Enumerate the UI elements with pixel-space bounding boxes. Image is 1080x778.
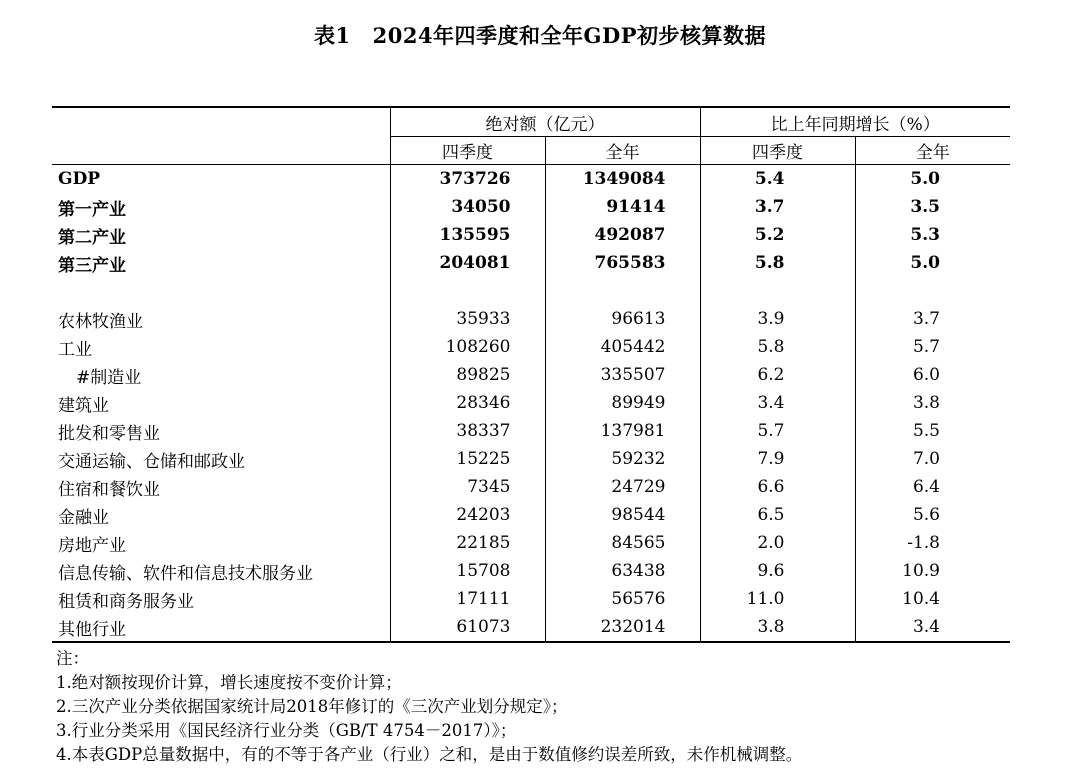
notes-heading: 注：	[56, 649, 89, 668]
note-line: 3.行业分类采用《国民经济行业分类（GB/T 4754－2017）》；	[56, 721, 517, 740]
year-absolute-value: 335507	[545, 361, 700, 389]
q4-absolute-value: 15225	[390, 445, 545, 473]
q4-absolute-value: 34050	[390, 193, 545, 221]
table-body	[52, 165, 1010, 643]
table-row	[52, 473, 1010, 501]
year-absolute-value: 56576	[545, 585, 700, 613]
row-label: 农林牧渔业	[58, 311, 143, 332]
table-row	[52, 221, 1010, 249]
q4-growth-value: 5.4	[700, 165, 855, 194]
q4-absolute-value: 108260	[390, 333, 545, 361]
table-title	[0, 20, 1080, 50]
table-row	[52, 193, 1010, 221]
year-growth-value: 6.4	[855, 473, 1010, 501]
table-row	[52, 613, 1010, 642]
q4-growth-value: 5.7	[700, 417, 855, 445]
table-row	[52, 529, 1010, 557]
row-label: 批发和零售业	[58, 423, 160, 444]
header-growth-year: 全年	[855, 137, 1010, 165]
row-label: 交通运输、仓储和邮政业	[58, 451, 245, 472]
header-absolute-amount: 绝对额（亿元）	[390, 107, 700, 137]
table-number: 表1	[313, 23, 351, 48]
q4-growth-value: 3.7	[700, 193, 855, 221]
table-title-text: 2024年四季度和全年GDP初步核算数据	[372, 23, 766, 48]
q4-absolute-value: 22185	[390, 529, 545, 557]
spacer-cell	[52, 277, 390, 305]
q4-growth-value: 11.0	[700, 585, 855, 613]
year-absolute-value: 63438	[545, 557, 700, 585]
q4-growth-value: 3.4	[700, 389, 855, 417]
note-line: 2.三次产业分类依据国家统计局2018年修订的《三次产业划分规定》；	[56, 697, 568, 716]
table-row	[52, 333, 1010, 361]
year-absolute-value: 98544	[545, 501, 700, 529]
year-growth-value: 10.4	[855, 585, 1010, 613]
row-label: 住宿和餐饮业	[58, 479, 160, 500]
q4-growth-value: 3.8	[700, 613, 855, 642]
table-notes	[56, 647, 802, 767]
table-row	[52, 445, 1010, 473]
q4-growth-value: 6.2	[700, 361, 855, 389]
q4-absolute-value: 61073	[390, 613, 545, 642]
year-growth-value: 5.7	[855, 333, 1010, 361]
year-growth-value: 5.3	[855, 221, 1010, 249]
q4-absolute-value: 89825	[390, 361, 545, 389]
year-absolute-value: 137981	[545, 417, 700, 445]
year-absolute-value: 91414	[545, 193, 700, 221]
year-absolute-value: 84565	[545, 529, 700, 557]
year-absolute-value: 765583	[545, 249, 700, 277]
q4-growth-value: 2.0	[700, 529, 855, 557]
q4-growth-value: 5.2	[700, 221, 855, 249]
table-header	[52, 107, 1010, 165]
year-growth-value: 3.8	[855, 389, 1010, 417]
header-abs-year: 全年	[545, 137, 700, 165]
table-row	[52, 165, 1010, 194]
q4-absolute-value: 24203	[390, 501, 545, 529]
q4-growth-value: 6.5	[700, 501, 855, 529]
q4-absolute-value: 38337	[390, 417, 545, 445]
q4-absolute-value: 28346	[390, 389, 545, 417]
year-growth-value: 3.7	[855, 305, 1010, 333]
q4-growth-value: 9.6	[700, 557, 855, 585]
year-absolute-value: 96613	[545, 305, 700, 333]
q4-absolute-value: 35933	[390, 305, 545, 333]
row-label: #制造业	[76, 367, 142, 388]
q4-growth-value: 5.8	[700, 333, 855, 361]
row-label: 租赁和商务服务业	[58, 591, 194, 612]
q4-growth-value: 5.8	[700, 249, 855, 277]
header-abs-q4: 四季度	[390, 137, 545, 165]
table-row	[52, 389, 1010, 417]
year-absolute-value: 59232	[545, 445, 700, 473]
row-label: 第二产业	[58, 227, 126, 248]
table-row	[52, 249, 1010, 277]
q4-absolute-value: 204081	[390, 249, 545, 277]
header-row-groups	[52, 107, 1010, 137]
q4-absolute-value: 373726	[390, 165, 545, 194]
year-absolute-value: 405442	[545, 333, 700, 361]
table-row	[52, 417, 1010, 445]
row-label: 金融业	[58, 507, 109, 528]
row-label: GDP	[58, 169, 101, 189]
header-blank-cell	[52, 107, 390, 165]
year-absolute-value: 492087	[545, 221, 700, 249]
year-absolute-value: 89949	[545, 389, 700, 417]
row-label: 建筑业	[58, 395, 109, 416]
spacer-cell	[700, 277, 855, 305]
spacer-cell	[855, 277, 1010, 305]
row-label: 其他行业	[58, 619, 126, 640]
gdp-table	[52, 106, 1010, 643]
year-growth-value: 3.4	[855, 613, 1010, 642]
q4-absolute-value: 17111	[390, 585, 545, 613]
year-growth-value: 10.9	[855, 557, 1010, 585]
q4-absolute-value: 135595	[390, 221, 545, 249]
q4-absolute-value: 15708	[390, 557, 545, 585]
note-line: 1.绝对额按现价计算，增长速度按不变价计算；	[56, 673, 402, 692]
year-growth-value: 3.5	[855, 193, 1010, 221]
table-row	[52, 501, 1010, 529]
header-growth-rate: 比上年同期增长（%）	[700, 107, 1010, 137]
spacer-cell	[545, 277, 700, 305]
table-row	[52, 305, 1010, 333]
q4-growth-value: 7.9	[700, 445, 855, 473]
year-growth-value: 5.5	[855, 417, 1010, 445]
year-absolute-value: 1349084	[545, 165, 700, 194]
q4-growth-value: 6.6	[700, 473, 855, 501]
year-absolute-value: 232014	[545, 613, 700, 642]
q4-absolute-value: 7345	[390, 473, 545, 501]
year-growth-value: 5.0	[855, 249, 1010, 277]
table-row	[52, 361, 1010, 389]
spacer-row	[52, 277, 1010, 305]
note-line: 4.本表GDP总量数据中，有的不等于各产业（行业）之和，是由于数值修约误差所致，未作机械调整。	[56, 745, 803, 764]
year-growth-value: -1.8	[855, 529, 1010, 557]
row-label: 工业	[58, 339, 92, 360]
year-growth-value: 7.0	[855, 445, 1010, 473]
year-growth-value: 5.0	[855, 165, 1010, 194]
table-row	[52, 557, 1010, 585]
year-absolute-value: 24729	[545, 473, 700, 501]
spacer-cell	[390, 277, 545, 305]
row-label: 第一产业	[58, 199, 126, 220]
row-label: 房地产业	[58, 535, 126, 556]
q4-growth-value: 3.9	[700, 305, 855, 333]
year-growth-value: 6.0	[855, 361, 1010, 389]
row-label: 第三产业	[58, 255, 126, 276]
year-growth-value: 5.6	[855, 501, 1010, 529]
header-growth-q4: 四季度	[700, 137, 855, 165]
row-label: 信息传输、软件和信息技术服务业	[58, 563, 313, 584]
table-row	[52, 585, 1010, 613]
